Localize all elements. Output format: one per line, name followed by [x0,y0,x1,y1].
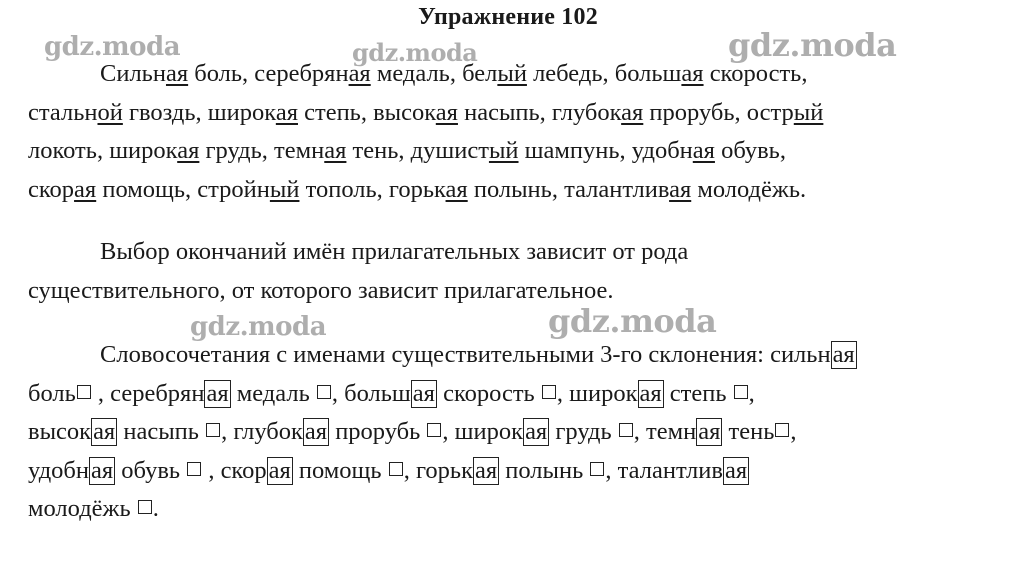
text-segment: , серебрян [91,379,205,407]
text-segment: лебедь, больш [526,60,682,87]
text-line [28,413,1003,452]
boxed-ending: ая [832,341,855,368]
text-segment: высок [28,418,92,445]
text-segment: , больш [331,379,411,407]
text-line [28,375,1003,414]
underlined-ending: ый [488,137,519,164]
boxed-ending: ая [525,418,548,445]
text-segment: , темн [633,418,697,445]
text-segment: молодёжь [28,495,137,522]
underlined-ending: ая [692,137,715,164]
text-segment: медаль [230,379,316,407]
text-segment: скорость [436,379,541,407]
empty-square-mark [542,385,556,399]
boxed-ending: ая [91,456,114,484]
text-segment: полынь [499,456,590,484]
underlined-ending: ый [497,60,527,87]
paragraph-explanation [28,233,1003,310]
underlined-ending: ая [681,60,704,87]
empty-square-mark [389,462,403,476]
empty-square-mark [775,423,789,437]
text-segment: обувь [115,456,187,484]
text-segment: , скор [202,456,267,484]
underlined-ending: ая [435,98,458,126]
underlined-ending: ая [177,137,200,164]
underlined-ending: ая [74,175,97,203]
boxed-ending: ая [268,456,291,484]
text-segment: тень, душист [346,137,489,164]
underlined-ending: ый [269,175,300,203]
text-segment: помощь, стройн [96,175,270,203]
text-line [28,94,1003,133]
boxed-ending: ая [304,418,328,445]
text-segment: локоть, широк [28,137,178,164]
underlined-ending: ая [669,175,692,203]
empty-square-mark [206,423,220,437]
text-line [28,490,1003,529]
text-segment: , талантлив [605,456,723,484]
text-segment: стальн [28,98,98,126]
underlined-ending: ой [97,98,123,126]
paragraph-adjectives-list [28,55,1003,209]
text-segment: прорубь, остр [643,98,794,126]
text-segment: медаль, бел [370,60,498,87]
text-segment: Сильн [100,60,166,87]
empty-square-mark [187,462,201,476]
text-segment: помощь [292,456,388,484]
boxed-ending: ая [698,418,721,445]
empty-square-mark [590,462,604,476]
text-segment: прорубь [329,418,427,445]
boxed-ending: ая [639,379,662,407]
underlined-ending: ая [348,60,371,87]
text-segment: , [790,418,797,445]
boxed-ending: ая [474,456,498,484]
text-segment: полынь, талантлив [467,175,670,203]
text-segment: обувь, [714,137,786,164]
text-segment: насыпь, глубок [457,98,622,126]
text-line: Выбор окончаний имён прилагательных зависит от рода [100,238,689,265]
exercise-title: Упражнение 102 [418,4,598,30]
text-line [28,55,1003,94]
empty-square-mark [734,385,748,399]
text-segment: удобн [28,456,89,484]
watermark-logo: gdz.moda [44,32,181,62]
text-segment: боль [28,379,76,407]
paragraph-third-declension [28,336,1003,529]
text-segment: скор [28,175,75,203]
text-segment: тень [722,418,775,445]
underlined-ending: ая [275,98,298,126]
text-segment: , горьк [403,456,473,484]
boxed-ending: ая [724,456,748,484]
underlined-ending: ая [165,60,189,87]
text-line [28,336,1003,375]
text-segment: Словосочетания с именами существительными 3-го склонения: сильн [100,341,831,368]
text-segment: боль, серебрян [188,60,349,87]
underlined-ending: ая [324,137,347,164]
boxed-ending: ая [93,418,116,445]
boxed-ending: ая [206,379,229,407]
text-line [28,452,1003,491]
empty-square-mark [427,423,441,437]
empty-square-mark [138,500,152,514]
empty-square-mark [619,423,633,437]
text-segment: , широк [442,418,524,445]
text-segment: грудь, темн [199,137,325,164]
text-segment: тополь, горьк [299,175,446,203]
text-segment: гвоздь, широк [122,98,276,126]
text-segment: , глубок [221,418,303,445]
text-segment: скорость, [703,60,808,87]
watermark-logo: gdz.moda [548,302,717,340]
boxed-ending: ая [412,379,435,407]
empty-square-mark [317,385,331,399]
underlined-ending: ый [793,98,824,126]
empty-square-mark [77,385,91,399]
text-segment: степь, высок [297,98,436,126]
text-segment: , широк [556,379,638,407]
underlined-ending: ая [445,175,468,203]
text-segment: , [748,379,755,407]
text-segment: степь [663,379,733,407]
text-segment: шампунь, удобн [518,137,693,164]
text-segment: . [152,495,159,522]
text-segment: молодёжь. [691,175,807,203]
text-line: существительного, от которого зависит прилагательное. [28,276,614,304]
watermark-logo: gdz.moda [190,312,327,342]
text-segment: грудь [549,418,618,445]
text-line [28,171,1003,210]
text-line [28,132,1003,171]
watermark-logo: gdz.moda [728,26,897,64]
underlined-ending: ая [621,98,644,126]
text-segment: насыпь [117,418,206,445]
watermark-logo: gdz.moda [352,38,478,67]
